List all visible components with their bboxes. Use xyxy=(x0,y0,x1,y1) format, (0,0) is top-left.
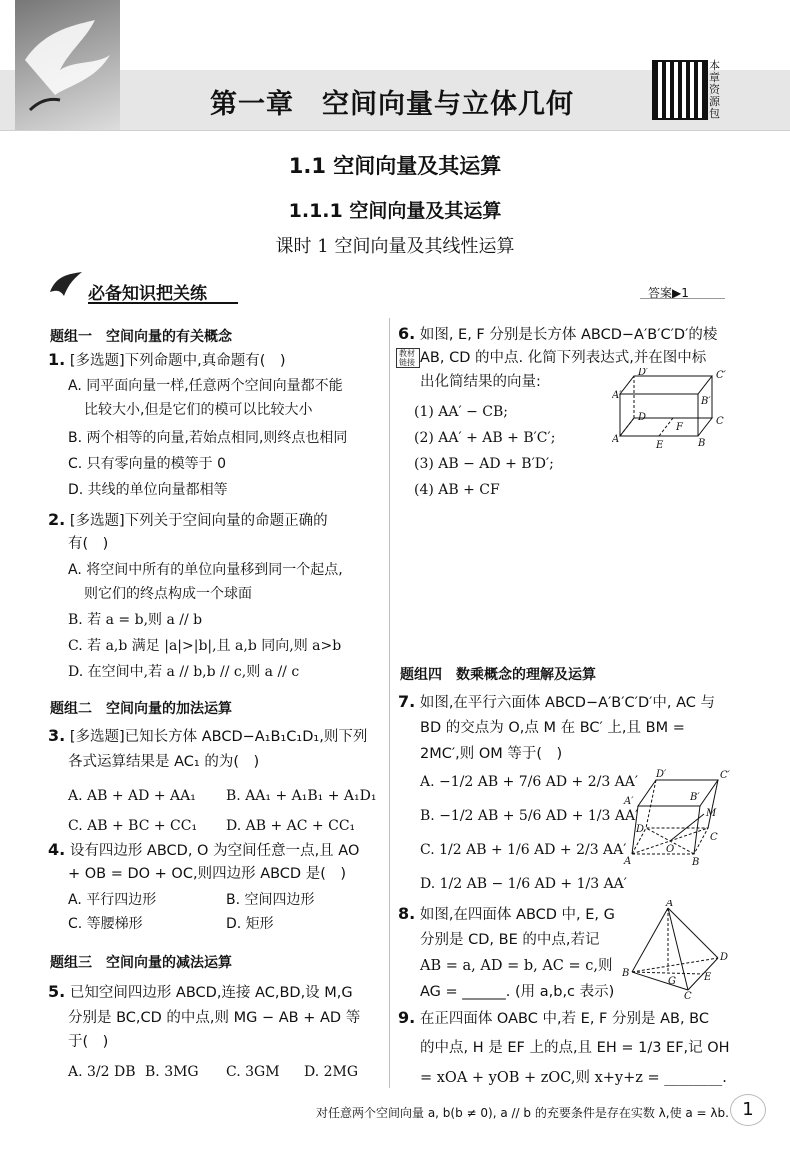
question-number: 3. xyxy=(48,726,66,745)
option-d: D. AB + AC + CC₁ xyxy=(226,818,356,834)
lesson-title: 课时 1 空间向量及其线性运算 xyxy=(275,236,515,257)
label-E: E xyxy=(704,972,712,983)
textbook-link-tag[interactable] xyxy=(396,348,420,369)
question-7 xyxy=(398,690,738,715)
option-c: C. AB + BC + CC₁ xyxy=(68,818,198,834)
option-c: C. 若 a,b 满足 |a|>|b|,且 a,b 同向,则 a>b xyxy=(68,638,342,654)
question-stem-cont: AB = a, AD = b, AC = c,则 xyxy=(420,958,613,974)
chapter-title: 第一章 空间向量与立体几何 xyxy=(210,89,574,120)
label-C: C xyxy=(716,416,724,427)
question-stem: 如图, E, F 分别是长方体 ABCD−A′B′C′D′的棱 xyxy=(419,327,718,343)
option-c: C. 只有零向量的模等于 0 xyxy=(68,456,227,472)
question-number: 4. xyxy=(48,840,66,859)
group-heading-1: 题组一 空间向量的有关概念 xyxy=(50,329,232,345)
page-number: 1 xyxy=(730,1094,766,1126)
option-a: A. 3/2 DB xyxy=(68,1064,136,1080)
option-a-cont: 比较大小,但是它们的模可以比较大小 xyxy=(84,402,313,418)
question-4 xyxy=(48,838,383,863)
subsection-title: 1.1.1 空间向量及其运算 xyxy=(288,200,502,222)
option-a: A. −1/2 AB + 7/6 AD + 2/3 AA′ xyxy=(420,774,639,790)
option-b: B. −1/2 AB + 5/6 AD + 1/3 AA′ xyxy=(420,808,639,824)
option-a: A. 同平面向量一样,任意两个空间向量都不能 xyxy=(68,378,343,394)
section-banner-label: 必备知识把关练 xyxy=(88,284,207,304)
section-title: 1.1 空间向量及其运算 xyxy=(288,154,502,178)
question-6 xyxy=(398,322,738,347)
sub-item-3: (3) AB − AD + B′D′; xyxy=(414,456,554,472)
label-A-prime: A′ xyxy=(612,390,622,401)
label-A: A xyxy=(666,900,674,909)
label-E: E xyxy=(656,440,664,451)
label-C: C xyxy=(710,832,718,843)
parallelepiped-figure xyxy=(622,768,734,868)
question-stem-cont: 于( ) xyxy=(68,1034,109,1050)
sub-item-1: (1) AA′ − CB; xyxy=(414,404,509,420)
sub-item-4: (4) AB + CF xyxy=(414,482,500,498)
answer-reference[interactable]: 答案▶1 xyxy=(648,286,689,300)
option-b: B. 若 a = b,则 a // b xyxy=(68,612,203,628)
question-stem-cont: 的中点, H 是 EF 上的点,且 EH = 1/3 EF,记 OH xyxy=(420,1040,730,1056)
label-B: B xyxy=(698,438,706,449)
label-F: F xyxy=(676,422,683,433)
option-d: D. 在空间中,若 a // b,b // c,则 a // c xyxy=(68,664,300,680)
option-a: A. AB + AD + AA₁ xyxy=(68,788,196,804)
question-stem: [多选题]已知长方体 ABCD−A₁B₁C₁D₁,则下列 xyxy=(69,729,368,745)
question-stem: [多选题]下列关于空间向量的命题正确的 xyxy=(69,513,328,529)
label-A: A xyxy=(624,856,632,867)
label-C-prime: C′ xyxy=(716,370,726,381)
question-stem: 如图,在平行六面体 ABCD−A′B′C′D′中, AC 与 xyxy=(419,695,716,711)
question-stem-cont: 有( ) xyxy=(68,536,109,552)
banner-rule xyxy=(88,302,238,304)
option-a: A. 将空间中所有的单位向量移到同一个起点, xyxy=(68,562,343,578)
question-stem-cont: = xOA + yOB + zOC,则 x+y+z = ________. xyxy=(420,1070,727,1086)
option-b: B. 3MG xyxy=(145,1064,199,1080)
option-c: C. 等腰梯形 xyxy=(68,916,143,932)
question-8 xyxy=(398,902,638,927)
question-stem: 如图,在四面体 ABCD 中, E, G xyxy=(419,907,615,923)
option-d: D. 2MG xyxy=(304,1064,359,1080)
sub-item-2: (2) AA′ + AB + B′C′; xyxy=(414,430,556,446)
question-stem-cont: 2MC′,则 OM 等于( ) xyxy=(420,746,563,762)
group-heading-3: 题组三 空间向量的减法运算 xyxy=(50,955,232,971)
group-heading-2: 题组二 空间向量的加法运算 xyxy=(50,701,232,717)
label-D: D xyxy=(720,952,729,963)
label-B-prime: B′ xyxy=(701,396,711,407)
answer-blank-line[interactable]: AG = ______. (用 a,b,c 表示) xyxy=(420,984,615,1000)
question-stem: [多选题]下列命题中,真命题有( ) xyxy=(69,353,286,369)
question-3 xyxy=(48,724,383,749)
label-G: G xyxy=(668,976,676,987)
label-C: C xyxy=(684,991,692,1000)
question-number: 6. xyxy=(398,324,416,343)
question-1 xyxy=(48,348,378,373)
label-C-prime: C′ xyxy=(720,770,730,781)
label-D-prime: D′ xyxy=(638,368,649,378)
option-d: D. 共线的单位向量都相等 xyxy=(68,482,228,498)
column-divider xyxy=(389,318,390,1088)
question-number: 9. xyxy=(398,1008,416,1027)
tag-label: 教材链接 xyxy=(396,348,420,368)
option-a: A. 平行四边形 xyxy=(68,892,157,908)
option-c: C. 3GM xyxy=(226,1064,280,1080)
label-B: B xyxy=(692,857,700,868)
question-stem: 设有四边形 ABCD, O 为空间任意一点,且 AO xyxy=(69,843,360,859)
label-A: A xyxy=(612,434,620,445)
question-stem: 在正四面体 OABC 中,若 E, F 分别是 AB, BC xyxy=(419,1011,709,1027)
label-M: M xyxy=(706,808,717,819)
option-b: B. 两个相等的向量,若始点相同,则终点也相同 xyxy=(68,430,348,446)
question-number: 2. xyxy=(48,510,66,529)
question-stem-cont: BD 的交点为 O,点 M 在 BC′ 上,且 BM = xyxy=(420,720,685,736)
question-number: 7. xyxy=(398,692,416,711)
label-O: O xyxy=(666,844,675,855)
question-5 xyxy=(48,980,383,1005)
question-stem-cont: 各式运算结果是 AC₁ 的为( ) xyxy=(68,754,260,770)
label-B-prime: B′ xyxy=(690,792,700,803)
option-a-cont: 则它们的终点构成一个球面 xyxy=(84,586,252,602)
cuboid-figure xyxy=(612,368,732,452)
question-stem-cont: AB, CD 的中点. 化简下列表达式,并在图中标 xyxy=(420,350,707,366)
option-c: C. 1/2 AB + 1/6 AD + 2/3 AA′ xyxy=(420,842,627,858)
question-number: 8. xyxy=(398,904,416,923)
question-2 xyxy=(48,508,378,533)
label-B: B xyxy=(622,968,630,979)
question-stem-cont: 出化简结果的向量: xyxy=(420,374,541,390)
question-number: 1. xyxy=(48,350,66,369)
option-b: B. 空间四边形 xyxy=(226,892,315,908)
footer-note: 对任意两个空间向量 a, b(b ≠ 0), a // b 的充要条件是存在实数 λ,使 a = λb. xyxy=(316,1106,729,1120)
question-stem-cont: 分别是 BC,CD 的中点,则 MG − AB + AD 等 xyxy=(68,1010,361,1026)
question-stem: 已知空间四边形 ABCD,连接 AC,BD,设 M,G xyxy=(69,985,353,1001)
label-D: D xyxy=(636,824,645,835)
option-b: B. AA₁ + A₁B₁ + A₁D₁ xyxy=(226,788,377,804)
option-d: D. 1/2 AB − 1/6 AD + 1/3 AA′ xyxy=(420,876,627,892)
eagle-icon xyxy=(48,270,84,300)
option-d: D. 矩形 xyxy=(226,916,274,932)
label-D: D xyxy=(638,412,647,423)
tetrahedron-figure xyxy=(622,900,732,1000)
question-9 xyxy=(398,1006,738,1031)
group-heading-4: 题组四 数乘概念的理解及运算 xyxy=(400,667,596,683)
question-number: 5. xyxy=(48,982,66,1001)
label-A-prime: A′ xyxy=(624,796,634,807)
bird-illustration xyxy=(15,0,120,130)
question-stem-cont: + OB = DO + OC,则四边形 ABCD 是( ) xyxy=(68,866,347,882)
question-stem-cont: 分别是 CD, BE 的中点,若记 xyxy=(420,932,600,948)
qr-label: 本章资源包 xyxy=(709,59,720,120)
label-D-prime: D′ xyxy=(656,769,667,780)
answer-rule xyxy=(640,298,725,299)
qr-code-icon[interactable] xyxy=(652,60,708,120)
